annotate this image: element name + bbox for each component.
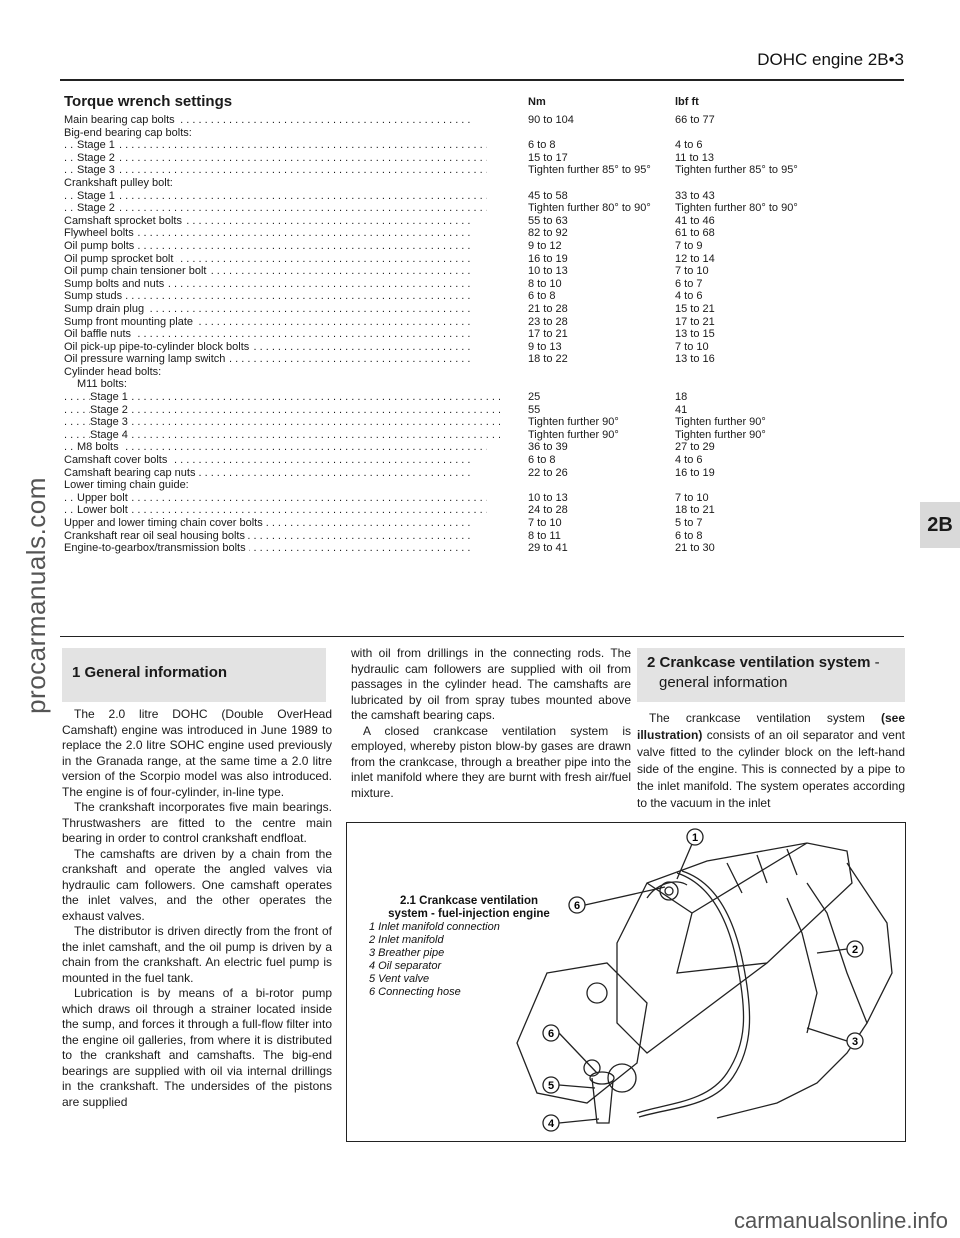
- torque-row-label-text: Oil pump bolts: [64, 240, 137, 252]
- torque-row-label: [64, 139, 487, 152]
- torque-row-lbf: 4 to 6: [675, 139, 703, 152]
- figure-caption-item: 6 Connecting hose: [369, 986, 461, 998]
- torque-row: [64, 139, 904, 152]
- torque-row-label-text: Stage 2: [90, 404, 131, 416]
- figure-caption-item: 1 Inlet manifold connection: [369, 921, 500, 933]
- torque-row-nm: Tighten further 85° to 95°: [528, 164, 651, 177]
- torque-row-label-text: Stage 4: [90, 429, 131, 441]
- section2-title-bold: 2 Crankcase ventilation system: [647, 654, 871, 671]
- torque-row: [64, 114, 904, 127]
- torque-row: [64, 202, 904, 215]
- torque-row: [64, 353, 904, 366]
- torque-row-label-text: Sump drain plug: [64, 303, 147, 315]
- torque-row-nm: 10 to 13: [528, 491, 568, 504]
- header-rule: [60, 79, 904, 81]
- torque-row: [64, 404, 904, 417]
- torque-row-label: [64, 303, 474, 316]
- torque-row-label: [64, 253, 474, 266]
- torque-row-label-text: Oil baffle nuts: [64, 328, 134, 340]
- torque-row-label-text: Stage 1: [90, 391, 131, 403]
- torque-row-lbf: 5 to 7: [675, 517, 703, 529]
- torque-row-nm: 21 to 28: [528, 302, 568, 315]
- section1-paragraph: The distributor is driven directly from the front of the inlet camshaft, and the oil pump is driven by a chain from the crankshaft. An electric fuel pump is mounted in the fuel tank.: [62, 924, 332, 985]
- torque-row: [64, 517, 904, 530]
- torque-row-label: [64, 353, 474, 366]
- torque-row: [64, 265, 904, 278]
- torque-row-label: [64, 328, 474, 341]
- torque-row: [64, 328, 904, 341]
- torque-row-nm: 82 to 92: [528, 227, 568, 240]
- section1-title: 1 General information: [72, 664, 228, 681]
- torque-row-label-text: Lower timing chain guide:: [64, 479, 192, 491]
- torque-row-label-text: Big-end bearing cap bolts:: [64, 127, 195, 139]
- torque-row-label-text: Oil pump sprocket bolt: [64, 253, 176, 265]
- torque-row-label-text: Stage 1: [77, 139, 118, 151]
- torque-row: [64, 542, 904, 555]
- page-header-title: DOHC engine 2B•3: [757, 50, 904, 69]
- callout-number: 4: [547, 1118, 555, 1130]
- torque-row-lbf: 7 to 10: [675, 265, 709, 278]
- torque-row-label: [64, 404, 500, 417]
- torque-row-lbf: 7 to 10: [675, 491, 709, 504]
- torque-row-label: [64, 341, 474, 354]
- torque-row-label: [64, 467, 474, 480]
- torque-row-lbf: 41: [675, 403, 688, 416]
- section1-paragraph: Lubrication is by means of a bi-rotor pump which draws oil through a strainer located inside the sump, and forces it through a full-flow filter into the engine oil galleries, from where it is distributed to the crankshaft and camshafts. The big-end bearings are supplied with oil via internal drillings in the crankshaft. The undersides of the pistons are supplied: [62, 986, 332, 1109]
- section-rule: [60, 636, 904, 637]
- torque-row-nm: 55: [528, 403, 541, 416]
- torque-row-label: [64, 265, 474, 278]
- torque-row-nm: 18 to 22: [528, 353, 568, 366]
- torque-row-label: [64, 492, 487, 505]
- torque-heading: Torque wrench settings: [64, 93, 233, 110]
- section1-column1: [62, 707, 332, 1110]
- torque-row-nm: 55 to 63: [528, 214, 568, 227]
- torque-row: [64, 479, 904, 492]
- torque-row-label: [64, 378, 487, 391]
- torque-row: [64, 391, 904, 404]
- torque-row-lbf: Tighten further 90°: [675, 416, 766, 429]
- section1-paragraph: The 2.0 litre DOHC (Double OverHead Camshaft) engine was introduced in June 1989 to replace the 2.0 litre SOHC engine used previously in the Granada range, at the same time a 2.0 litre version of the Scorpio model was also introduced. The engine is of four-cylinder, in-line type.: [62, 707, 332, 799]
- torque-row-label: [64, 215, 474, 228]
- torque-row: [64, 441, 904, 454]
- torque-row: [64, 378, 904, 391]
- section2-title-line2: general information: [659, 674, 788, 691]
- torque-row-label-text: M8 bolts: [77, 441, 122, 453]
- figure-box: [346, 822, 906, 1142]
- torque-row-nm: 8 to 10: [528, 277, 562, 290]
- torque-row: [64, 530, 904, 543]
- callout-number: 6: [573, 900, 581, 912]
- torque-row-label-text: Crankshaft pulley bolt:: [64, 177, 176, 189]
- torque-row: [64, 454, 904, 467]
- torque-row-label: [64, 114, 474, 127]
- torque-row-nm: 24 to 28: [528, 504, 568, 517]
- torque-row-label: [64, 240, 474, 253]
- section2-para-rest: consists of an oil separator and vent valve fitted to the cylinder block on the left-hand side of the engine. This is connected by a pipe to the inlet manifold. The system operates according to the vacuum in the inlet: [637, 728, 905, 810]
- torque-row-label: [64, 316, 474, 329]
- torque-row-nm: 15 to 17: [528, 151, 568, 164]
- torque-row-nm: 45 to 58: [528, 189, 568, 202]
- torque-row-label: [64, 278, 474, 291]
- torque-row: [64, 215, 904, 228]
- section2-para-ref: (see illustration): [637, 711, 905, 742]
- torque-row-lbf: 18: [675, 391, 688, 404]
- torque-row-label-text: Oil pump chain tensioner bolt: [64, 265, 209, 277]
- torque-row-label-text: Sump bolts and nuts: [64, 278, 167, 290]
- torque-row-label-text: Camshaft bearing cap nuts: [64, 467, 198, 479]
- torque-row-lbf: 18 to 21: [675, 504, 715, 517]
- torque-row-label-text: Camshaft sprocket bolts: [64, 215, 185, 227]
- torque-row-label-text: Stage 1: [77, 190, 118, 202]
- torque-row-label-text: Main bearing cap bolts: [64, 114, 178, 126]
- callout-number: 6: [547, 1028, 555, 1040]
- torque-row-label: [64, 177, 474, 190]
- callout-number: 2: [851, 944, 859, 956]
- figure-caption-title-1: 2.1 Crankcase ventilation: [399, 895, 539, 907]
- torque-row-label-text: Oil pick-up pipe-to-cylinder block bolts: [64, 341, 252, 353]
- figure-caption-item: 3 Breather pipe: [369, 947, 445, 959]
- figure-caption-title-2: system - fuel-injection engine: [388, 908, 550, 920]
- torque-row: [64, 341, 904, 354]
- torque-row-label-text: Oil pressure warning lamp switch: [64, 353, 228, 365]
- torque-row-lbf: 17 to 21: [675, 315, 715, 328]
- torque-row-label: [64, 164, 487, 177]
- torque-row-label: [64, 441, 487, 454]
- torque-row-lbf: 16 to 19: [675, 466, 715, 479]
- torque-row-label-text: Flywheel bolts: [64, 227, 137, 239]
- section2-title-dash: -: [870, 654, 880, 671]
- torque-row-label: [64, 366, 474, 379]
- torque-row-label: [64, 227, 474, 240]
- torque-row-label: [64, 479, 474, 492]
- section2-column: [637, 710, 905, 812]
- torque-row: [64, 190, 904, 203]
- torque-row-label-text: Stage 3: [90, 416, 131, 428]
- column-header-nm: Nm: [528, 96, 546, 108]
- torque-row-lbf: 27 to 29: [675, 441, 715, 454]
- torque-row-label-text: Cylinder head bolts:: [64, 366, 164, 378]
- torque-row-label: [64, 429, 500, 442]
- torque-row: [64, 429, 904, 442]
- torque-row-lbf: 33 to 43: [675, 189, 715, 202]
- figure-caption: [369, 895, 569, 999]
- torque-row-label: [64, 454, 474, 467]
- torque-row-nm: 90 to 104: [528, 114, 574, 126]
- torque-row: [64, 467, 904, 480]
- torque-row-lbf: Tighten further 80° to 90°: [675, 202, 798, 215]
- torque-row-label-text: Stage 2: [77, 152, 118, 164]
- torque-row-label-text: Lower bolt: [77, 504, 131, 516]
- torque-row: [64, 227, 904, 240]
- section1-title-box: [62, 648, 326, 702]
- section1-paragraph: The camshafts are driven by a chain from the crankshaft and operate the angled valves via hydraulic cam followers. One camshaft operates the inlet valves, and the other operates the exhaust valves.: [62, 846, 332, 923]
- torque-row-nm: 23 to 28: [528, 315, 568, 328]
- torque-row-nm: 9 to 13: [528, 340, 562, 353]
- torque-row-label: [64, 517, 474, 530]
- torque-row-label-text: Camshaft cover bolts: [64, 454, 170, 466]
- torque-row: [64, 164, 904, 177]
- callout-number: 3: [851, 1036, 859, 1048]
- torque-row: [64, 152, 904, 165]
- torque-row-lbf: 6 to 8: [675, 529, 703, 542]
- torque-row-label: [64, 504, 487, 517]
- torque-row-label: [64, 416, 500, 429]
- torque-row-lbf: 12 to 14: [675, 252, 715, 265]
- torque-row-nm: Tighten further 90°: [528, 416, 619, 429]
- figure-caption-item: 5 Vent valve: [369, 973, 430, 985]
- torque-row-nm: 36 to 39: [528, 441, 568, 454]
- torque-row-label: [64, 202, 487, 215]
- torque-row: [64, 253, 904, 266]
- figure-caption-item: 4 Oil separator: [369, 960, 442, 972]
- torque-row: [64, 278, 904, 291]
- torque-row-nm: 6 to 8: [528, 139, 556, 152]
- torque-row: [64, 316, 904, 329]
- section1-paragraph: with oil from drillings in the connecting rods. The hydraulic cam followers are supplied with oil from passages in the cylinder head. The camshafts are lubricated by oil from spray tubes mounted above the camshaft bearing caps.: [351, 646, 631, 722]
- torque-row: [64, 177, 904, 190]
- torque-row: [64, 303, 904, 316]
- torque-row: [64, 290, 904, 303]
- torque-row-lbf: 21 to 30: [675, 542, 715, 555]
- section1-column2: [351, 646, 631, 801]
- torque-row-label-text: Stage 3: [77, 164, 118, 176]
- torque-row: [64, 366, 904, 379]
- callout-number: 1: [691, 832, 699, 844]
- torque-row-lbf: 61 to 68: [675, 227, 715, 240]
- torque-row-nm: 17 to 21: [528, 328, 568, 341]
- torque-row: [64, 240, 904, 253]
- torque-row: [64, 504, 904, 517]
- section2-para-start: The crankcase ventilation system: [649, 711, 881, 725]
- torque-row-nm: Tighten further 80° to 90°: [528, 202, 651, 215]
- torque-row-label-text: M11 bolts:: [77, 378, 130, 390]
- torque-row-label-text: Upper and lower timing chain cover bolts: [64, 517, 266, 529]
- torque-row-nm: 9 to 12: [528, 239, 562, 252]
- torque-row-nm: 29 to 41: [528, 542, 568, 555]
- torque-row: [64, 127, 904, 140]
- torque-row-label: [64, 290, 474, 303]
- torque-row-label: [64, 530, 474, 543]
- section1-paragraph: The crankshaft incorporates five main bearings. Thrustwashers are fitted to the centre main bearing in order to control crankshaft endfloat.: [62, 800, 332, 845]
- section1-paragraph: A closed crankcase ventilation system is employed, whereby piston blow-by gases are drawn from the crankcase, through a breather pipe into the inlet manifold where they are burnt with fresh air/fuel mixture.: [351, 723, 631, 800]
- torque-row-lbf: Tighten further 85° to 95°: [675, 164, 798, 177]
- torque-row-lbf: Tighten further 90°: [675, 428, 766, 441]
- torque-row-nm: 10 to 13: [528, 265, 568, 278]
- torque-row-label: [64, 542, 474, 555]
- torque-row-lbf: 7 to 9: [675, 239, 703, 252]
- torque-row-label: [64, 152, 487, 165]
- torque-row-lbf: 11 to 13: [675, 151, 714, 164]
- bottom-watermark: carmanualsonline.info: [733, 1208, 948, 1233]
- section2-title: [647, 653, 880, 693]
- callout-number: 5: [547, 1080, 555, 1092]
- torque-row-label-text: Sump front mounting plate: [64, 316, 196, 328]
- torque-row-lbf: 13 to 16: [675, 353, 715, 366]
- torque-row-lbf: 6 to 7: [675, 277, 703, 290]
- torque-row-lbf: 7 to 10: [675, 340, 709, 353]
- torque-row-label-text: Stage 2: [77, 202, 118, 214]
- torque-row-label: [64, 391, 500, 404]
- torque-row-label-text: Upper bolt: [77, 492, 131, 504]
- chapter-side-tab: 2B: [920, 502, 960, 548]
- torque-row-nm: 7 to 10: [528, 517, 562, 529]
- torque-row-nm: 6 to 8: [528, 454, 556, 467]
- torque-row-nm: 22 to 26: [528, 466, 568, 479]
- torque-row-nm: 16 to 19: [528, 252, 568, 265]
- torque-row-nm: Tighten further 90°: [528, 428, 619, 441]
- torque-table: [64, 114, 904, 555]
- torque-row-lbf: 4 to 6: [675, 290, 703, 303]
- torque-row-nm: 6 to 8: [528, 290, 556, 303]
- torque-row-nm: 25: [528, 391, 541, 404]
- torque-row-lbf: 41 to 46: [675, 214, 715, 227]
- figure-caption-item: 2 Inlet manifold: [369, 934, 444, 946]
- torque-row-lbf: 66 to 77: [675, 114, 715, 126]
- section2-paragraph: [637, 710, 905, 812]
- torque-row-lbf: 15 to 21: [675, 302, 715, 315]
- torque-row-label-text: Crankshaft rear oil seal housing bolts: [64, 530, 248, 542]
- torque-row-label: [64, 190, 487, 203]
- torque-row-nm: 8 to 11: [528, 529, 561, 542]
- torque-row-label-text: Engine-to-gearbox/transmission bolts: [64, 542, 249, 554]
- section2-title-box: [637, 648, 905, 702]
- side-watermark: procarmanuals.com: [20, 477, 51, 714]
- torque-row-lbf: 13 to 15: [675, 328, 715, 341]
- torque-row-lbf: 4 to 6: [675, 454, 703, 467]
- column-header-lbf: lbf ft: [675, 96, 699, 108]
- torque-row: [64, 416, 904, 429]
- torque-row-label-text: Sump studs: [64, 290, 125, 302]
- torque-row-label: [64, 127, 474, 140]
- torque-row: [64, 492, 904, 505]
